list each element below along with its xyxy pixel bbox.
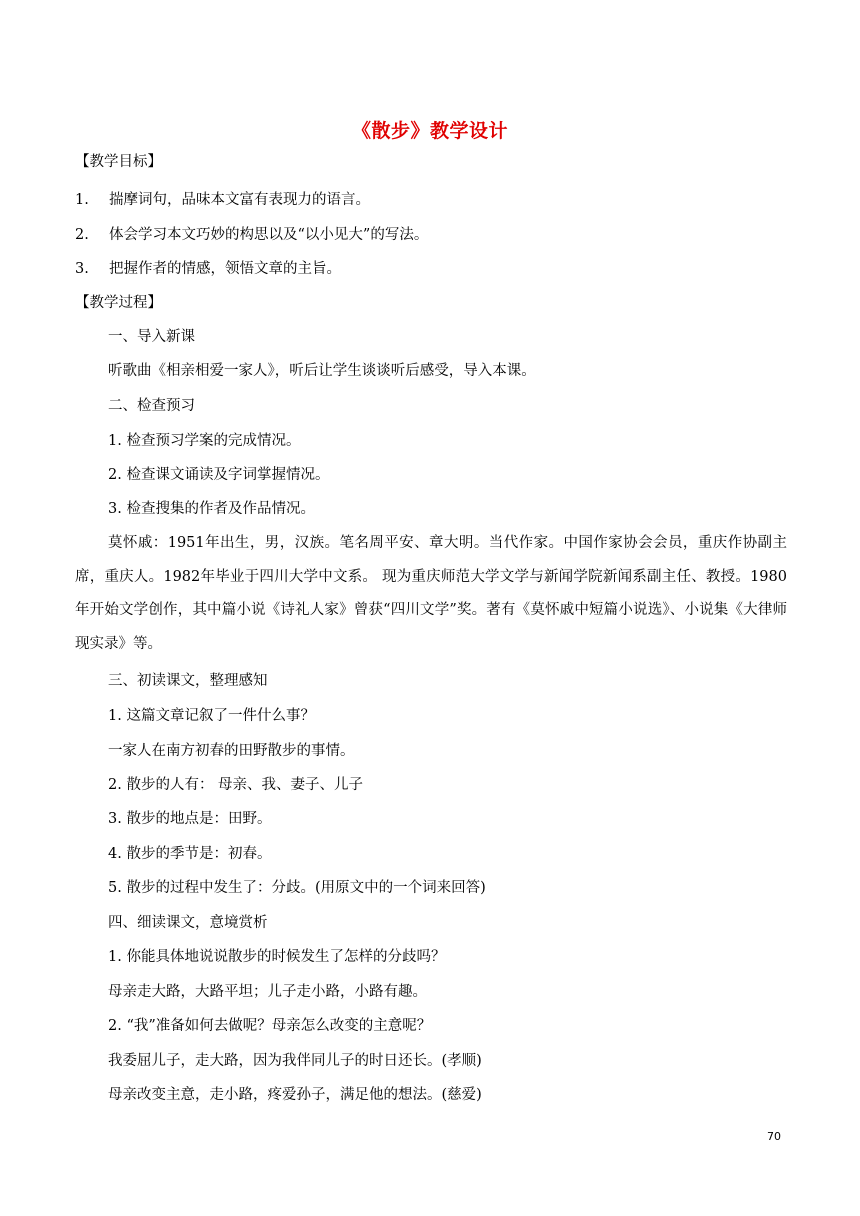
part3-question-3: 3. 散步的地点是：田野。 (108, 811, 272, 827)
part1-heading: 一、导入新课 (108, 329, 195, 345)
part1-text: 听歌曲《相亲相爱一家人》，听后让学生谈谈听后感受，导入本课。 (108, 363, 536, 379)
part2-item-1: 1. 检查预习学案的完成情况。 (108, 433, 301, 449)
objective-item-3 (75, 259, 341, 279)
objective-number: 1. (75, 192, 89, 208)
part4-answer-2b: 母亲改变主意，走小路，疼爱孙子，满足他的想法。(慈爱) (108, 1087, 482, 1103)
objective-text: 体会学习本文巧妙的构思以及“以小见大”的写法。 (109, 227, 429, 243)
author-paragraph: 莫怀戚：1951年出生，男，汉族。笔名周平安、章大明。当代作家。中国作家协会会员，重庆作协副主席，重庆人。1982年毕业于四川大学中文系。 现为重庆师范大学文学与新闻学院新闻系副主任、教授。1980年开始文学创作，其中篇小说《诗礼人家》曾获“四川文学”奖。著有《莫怀戚中短篇小说选》、小说集《大律师现实录》等。 (75, 535, 787, 652)
part3-question-1: 1. 这篇文章记叙了一件什么事？ (108, 708, 315, 724)
page-number: 70 (767, 1130, 781, 1143)
part2-item-3: 3. 检查搜集的作者及作品情况。 (108, 501, 315, 517)
part4-question-2: 2. “我”准备如何去做呢？母亲怎么改变的主意呢？ (108, 1018, 432, 1034)
objective-text: 把握作者的情感，领悟文章的主旨。 (109, 261, 341, 277)
document-title: 《散步》教学设计 (351, 120, 508, 142)
part2-item-2: 2. 检查课文诵读及字词掌握情况。 (108, 467, 330, 483)
objective-text: 揣摩词句，品味本文富有表现力的语言。 (109, 192, 370, 208)
process-heading: 【教学过程】 (75, 295, 162, 311)
part4-question-1: 1. 你能具体地说说散步的时候发生了怎样的分歧吗？ (108, 949, 446, 965)
objectives-heading: 【教学目标】 (75, 154, 162, 170)
part3-question-5: 5. 散步的过程中发生了：分歧。(用原文中的一个词来回答) (108, 880, 486, 896)
part3-heading: 三、初读课文，整理感知 (108, 673, 268, 689)
part3-question-4: 4. 散步的季节是：初春。 (108, 846, 272, 862)
objective-item-1 (75, 190, 370, 210)
objective-number: 2. (75, 227, 89, 243)
part3-question-2: 2. 散步的人有： 母亲、我、妻子、儿子 (108, 777, 364, 793)
objective-number: 3. (75, 261, 89, 277)
part4-answer-2a: 我委屈儿子，走大路，因为我伴同儿子的时日还长。(孝顺) (108, 1053, 482, 1069)
part4-heading: 四、细读课文，意境赏析 (108, 915, 268, 931)
part2-heading: 二、检查预习 (108, 398, 195, 414)
part3-answer-1: 一家人在南方初春的田野散步的事情。 (108, 743, 355, 759)
objective-item-2 (75, 225, 428, 245)
part4-answer-1: 母亲走大路，大路平坦；儿子走小路，小路有趣。 (108, 984, 427, 1000)
